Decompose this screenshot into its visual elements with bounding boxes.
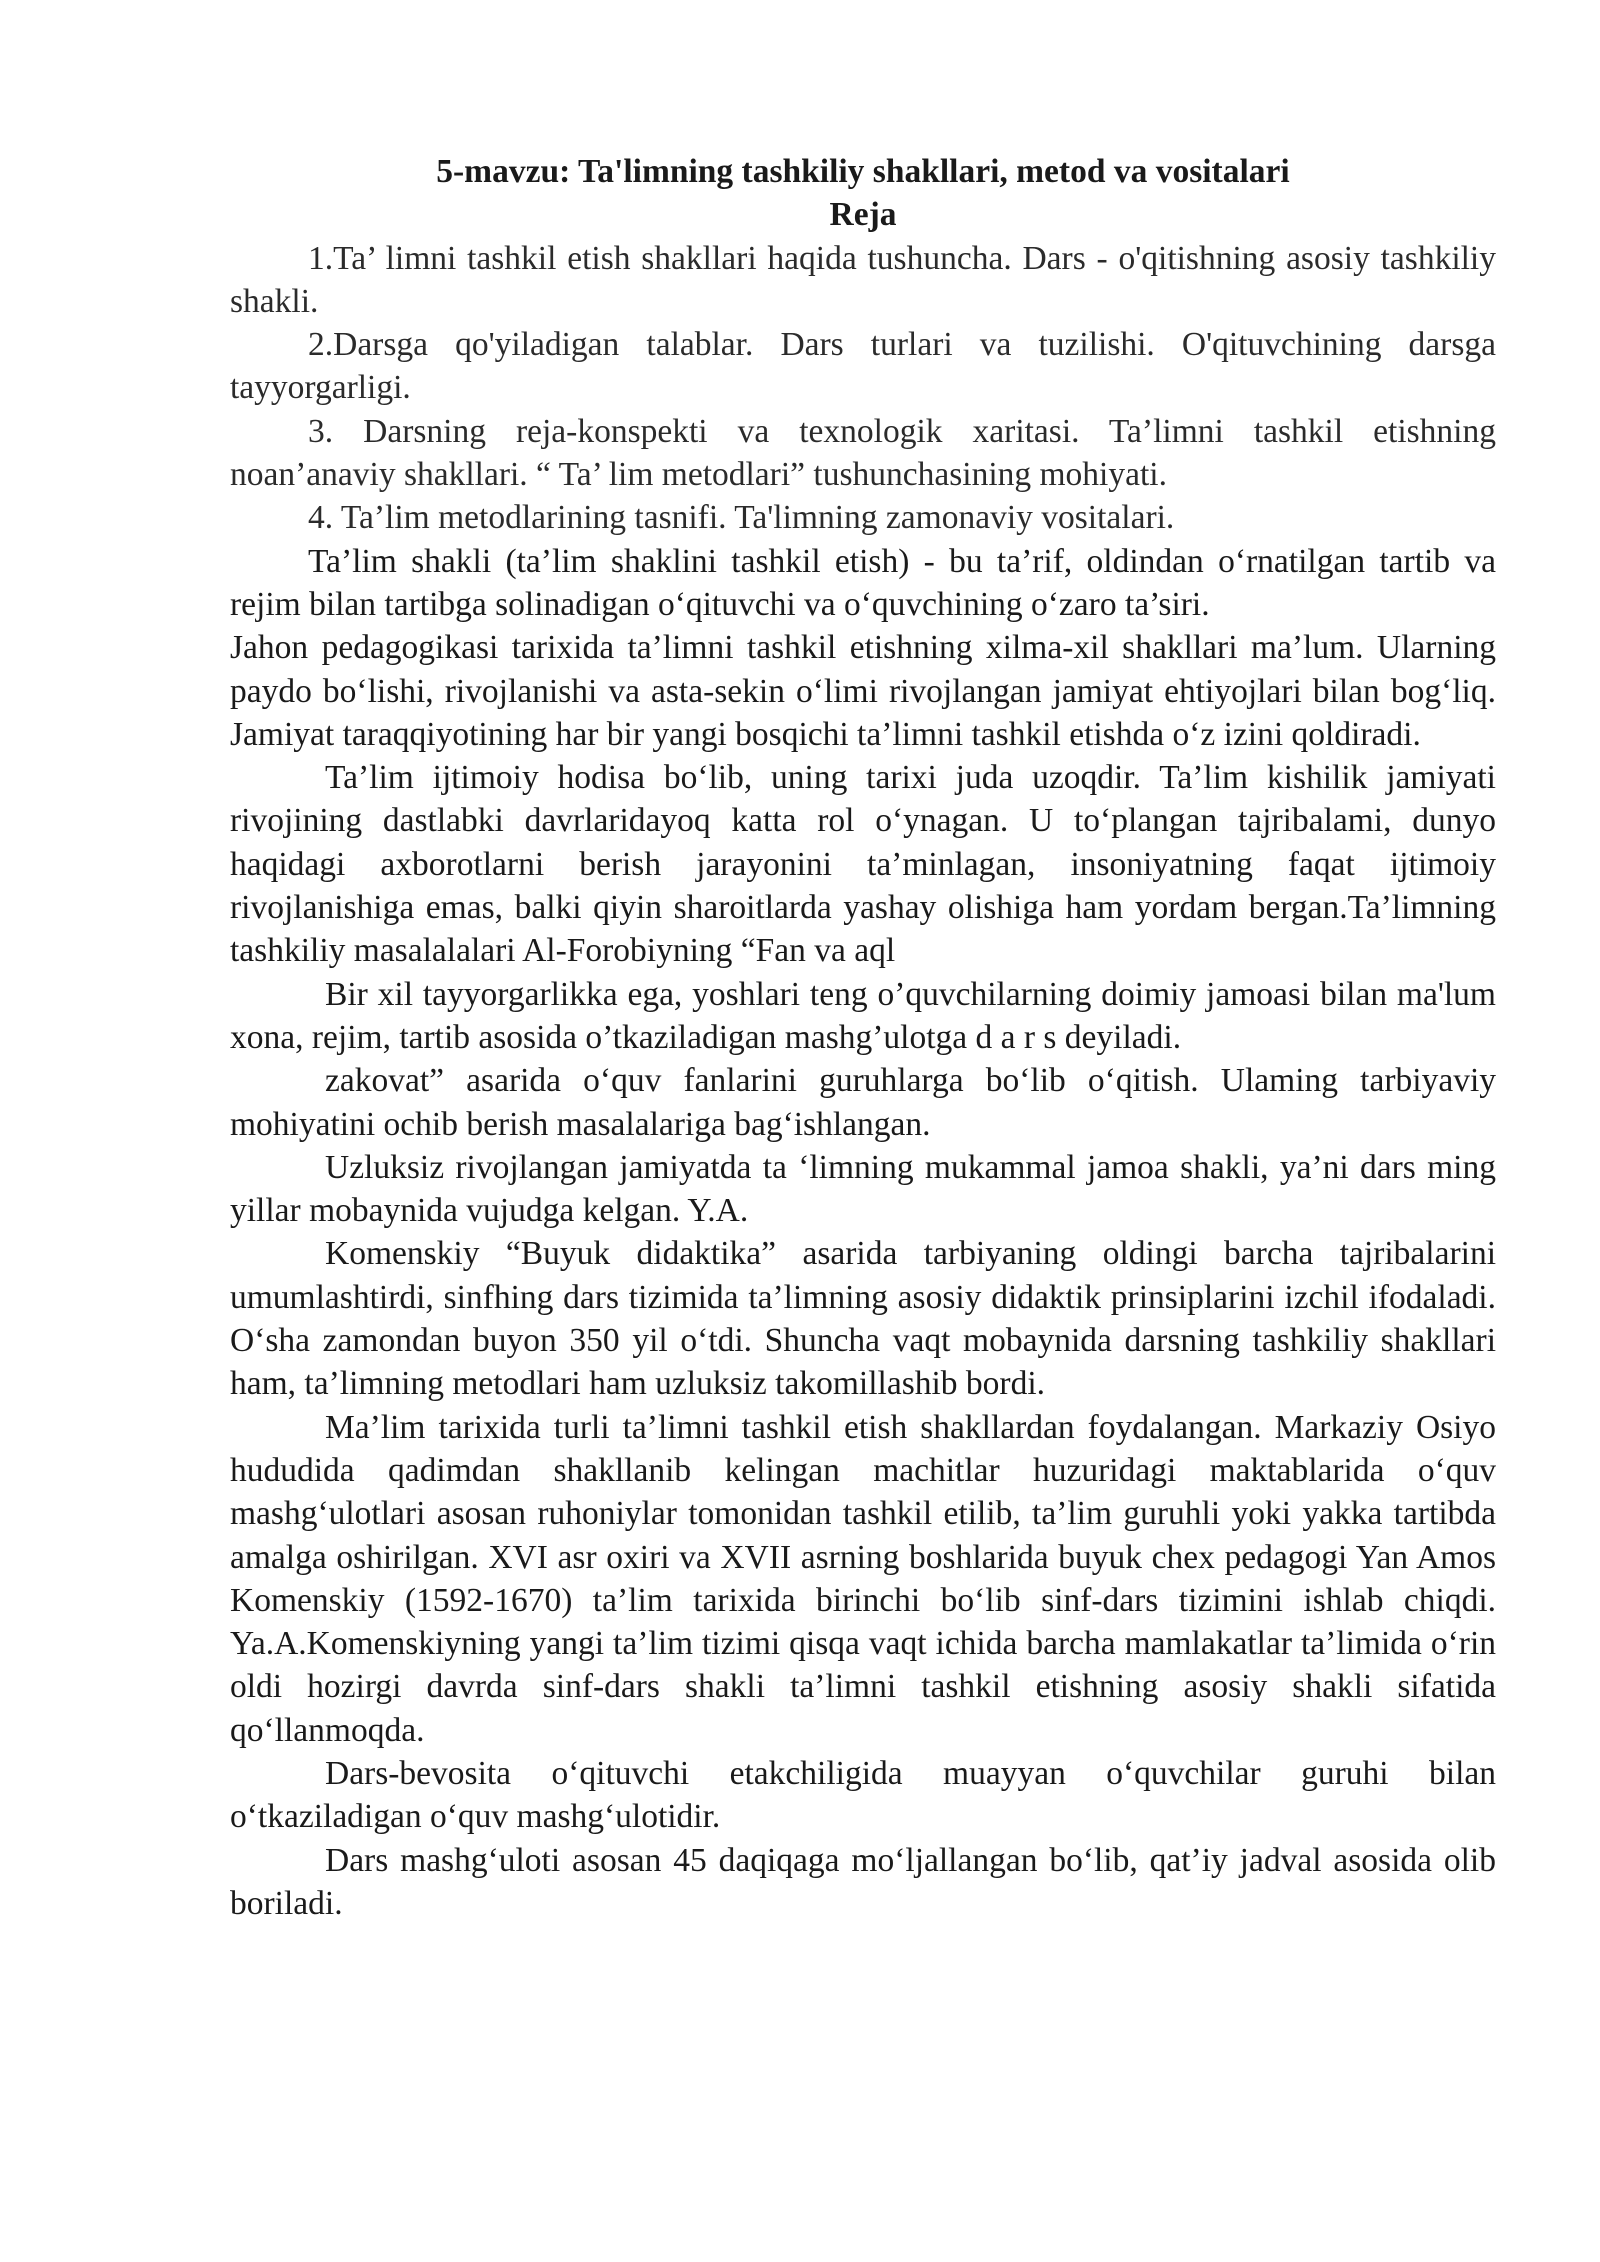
paragraph: zakovat” asarida o‘quv fanlarini guruhlarga bo‘lib o‘qitish. Ulaming tarbiyaviy mohiyatini ochib berish masalalariga bag‘ishlangan.: [230, 1062, 1496, 1143]
plan-item-3: 3. Darsning reja-konspekti va texnologik xaritasi. Ta’limni tashkil etishning noan’anaviy shakllari. “ Ta’ lim metodlari” tushunchasining mohiyati.: [230, 412, 1496, 494]
document-title: 5-mavzu: Ta'limning tashkiliy shakllari, metod va vositalari: [436, 153, 1290, 190]
paragraph: Ta’lim shakli (ta’lim shaklini tashkil etish) - bu ta’rif, oldindan o‘rnatilgan tartib va rejim bilan tartibga solinadigan o‘qituvchi va o‘quvchining o‘zaro ta’siri.: [230, 542, 1496, 623]
paragraph: Jahon pedagogikasi tarixida ta’limni tashkil etishning xilma-xil shakllari ma’lum. Ularning paydo bo‘lishi, rivojlanishi va asta-sekin o‘limi rivojlangan jamiyat ehtiyojlari bilan bog‘liq. Jamiyat taraqqiyotining har bir yangi bosqichi ta’limni tashkil etishda o‘z izini qoldiradi.: [230, 629, 1496, 753]
paragraph: Ma’lim tarixida turli ta’limni tashkil etish shakllardan foydalangan. Markaziy Osiyo hududida qadimdan shakllanib kelingan machitlar huzuridagi maktablarida o‘quv mashg‘ulotlari asosan ruhoniylar tomonidan tashkil etilib, ta’lim guruhli yoki yakka tartibda amalga oshirilgan. XVI asr oxiri va XVII asrning boshlarida buyuk chex pedagogi Yan Amos Komenskiy (1592-1670) ta’lim tarixida birinchi bo‘lib sinf-dars tizimini ishlab chiqdi. Ya.A.Komenskiyning yangi ta’lim tizimi qisqa vaqt ichida barcha mamlakatlar ta’limida o‘rin oldi hozirgi davrda sinf-dars shakli ta’limni tashkil etishning asosiy shakli sifatida qo‘llanmoqda.: [230, 1408, 1496, 1749]
paragraph: Ta’lim ijtimoiy hodisa bo‘lib, uning tarixi juda uzoqdir. Ta’lim kishilik jamiyati rivojining dastlabki davrlaridayoq katta rol o‘ynagan. U to‘plangan tajribalami, dunyo haqidagi axborotlarni berish jarayonini ta’minlagan, insoniyatning faqat ijtimoiy rivojlanishiga emas, balki qiyin sharoitlarda yashay olishiga ham yordam bergan.Ta’limning tashkiliy masalalalari Al-Forobiyning “Fan va aql: [230, 759, 1496, 970]
plan-item-2: 2.Darsga qo'yiladigan talablar. Dars turlari va tuzilishi. O'qituvchining darsga tayyorgarligi.: [230, 326, 1496, 407]
body-text: [230, 540, 1496, 1926]
document-page: [230, 150, 1496, 1925]
plan-list: [230, 237, 1496, 540]
paragraph: Dars mashg‘uloti asosan 45 daqiqaga mo‘ljallangan bo‘lib, qat’iy jadval asosida olib boriladi.: [230, 1841, 1496, 1922]
plan-item-4: 4. Ta’lim metodlarining tasnifi. Ta'limning zamonaviy vositalari.: [308, 499, 1175, 537]
paragraph: Uzluksiz rivojlangan jamiyatda ta ‘limning mukammal jamoa shakli, ya’ni dars ming yillar mobaynida vujudga kelgan. Y.A.: [230, 1148, 1496, 1230]
paragraph: Bir xil tayyorgarlikka ega, yoshlari teng o’quvchilarning doimiy jamoasi bilan ma'lum xona, rejim, tartib asosida o’tkaziladigan mashg’ulotga d a r s deyiladi.: [230, 975, 1496, 1056]
paragraph: Komenskiy “Buyuk didaktika” asarida tarbiyaning oldingi barcha tajribalarini umumlashtirdi, sinfhing dars tizimida ta’limning asosiy didaktik prinsiplarini izchil ifodaladi. O‘sha zamondan buyon 350 yil o‘tdi. Shuncha vaqt mobaynida darsning tashkiliy shakllari ham, ta’limning metodlari ham uzluksiz takomillashib bordi.: [230, 1235, 1496, 1403]
paragraph: Dars-bevosita o‘qituvchi etakchiligida muayyan o‘quvchilar guruhi bilan o‘tkaziladigan o‘quv mashg‘ulotidir.: [230, 1754, 1496, 1836]
plan-heading: Reja: [829, 196, 897, 234]
plan-item-1: 1.Ta’ limni tashkil etish shakllari haqida tushuncha. Dars - o'qitishning asosiy tashkiliy shakli.: [230, 239, 1496, 320]
